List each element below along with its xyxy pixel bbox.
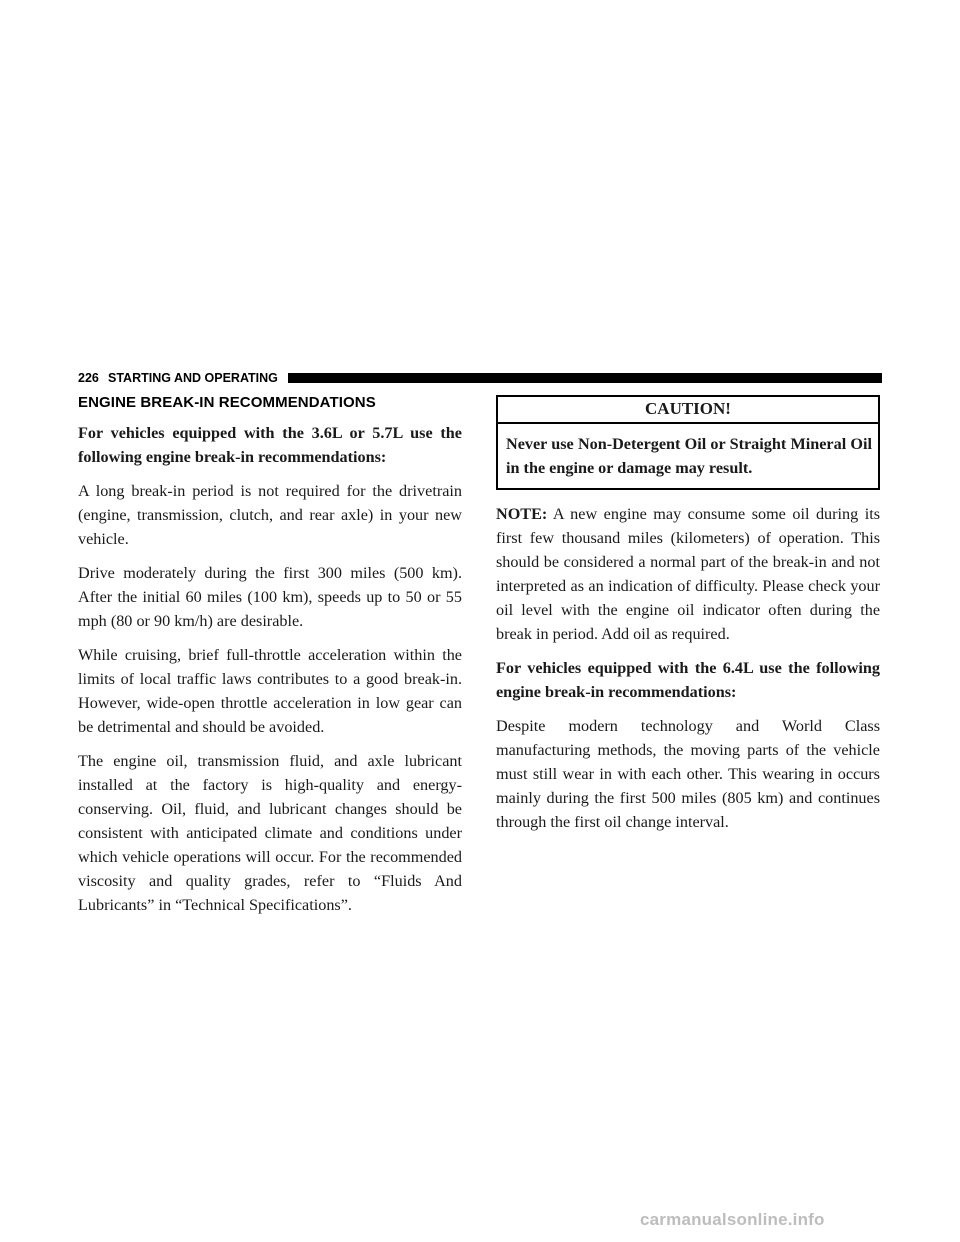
intro-64-paragraph: For vehicles equipped with the 6.4L use the following engine break-in recommendations: [496,659,880,701]
body-paragraph: While cruising, brief full-throttle acceleration within the limits of local traffic laws contributes to a good break-in. However, wide-open throttle acceleration in low gear can be detrimental and should be avoided. [78,646,462,736]
note-paragraph [496,502,880,646]
section-heading: ENGINE BREAK-IN RECOMMENDATIONS [78,394,376,411]
note-label: NOTE: [496,505,548,523]
watermark-text: carmanualsonline.info [640,1210,825,1229]
intro-paragraph: For vehicles equipped with the 3.6L or 5.7L use the following engine break-in recommendations: [78,424,462,466]
note-text: A new engine may consume some oil during its first few thousand miles (kilometers) of operation. This should be considered a normal part of the break-in and not interpreted as an indication of difficulty. Please check your oil level with the engine oil indicator often during the break in period. Add oil as required. [496,505,880,643]
right-column [496,393,880,844]
header-rule-bar [288,373,882,383]
page-number: 226 [78,371,99,385]
body-paragraph: A long break-in period is not required for the drivetrain (engine, transmission, clutch, and rear axle) in your new vehicle. [78,482,462,548]
page-header [78,371,882,385]
caution-body: Never use Non-Detergent Oil or Straight Mineral Oil in the engine or damage may result. [506,435,872,477]
body-paragraph: Drive moderately during the first 300 miles (500 km). After the initial 60 miles (100 km), speeds up to 50 or 55 mph (80 or 90 km/h) are desirable. [78,564,462,630]
caution-box [496,395,880,490]
left-column [78,393,462,927]
body-64-paragraph: Despite modern technology and World Class manufacturing methods, the moving parts of the vehicle must still wear in with each other. This wearing in occurs mainly during the first 500 miles (805 km) and continues through the first oil change interval. [496,717,880,831]
body-paragraph: The engine oil, transmission fluid, and axle lubricant installed at the factory is high-quality and energy-conserving. Oil, fluid, and lubricant changes should be consistent with anticipated climate and conditions under which vehicle operations will occur. For the recommended viscosity and quality grades, refer to “Fluids And Lubricants” in “Technical Specifications”. [78,752,462,914]
section-title: STARTING AND OPERATING [108,371,278,385]
caution-title: CAUTION! [498,397,878,424]
